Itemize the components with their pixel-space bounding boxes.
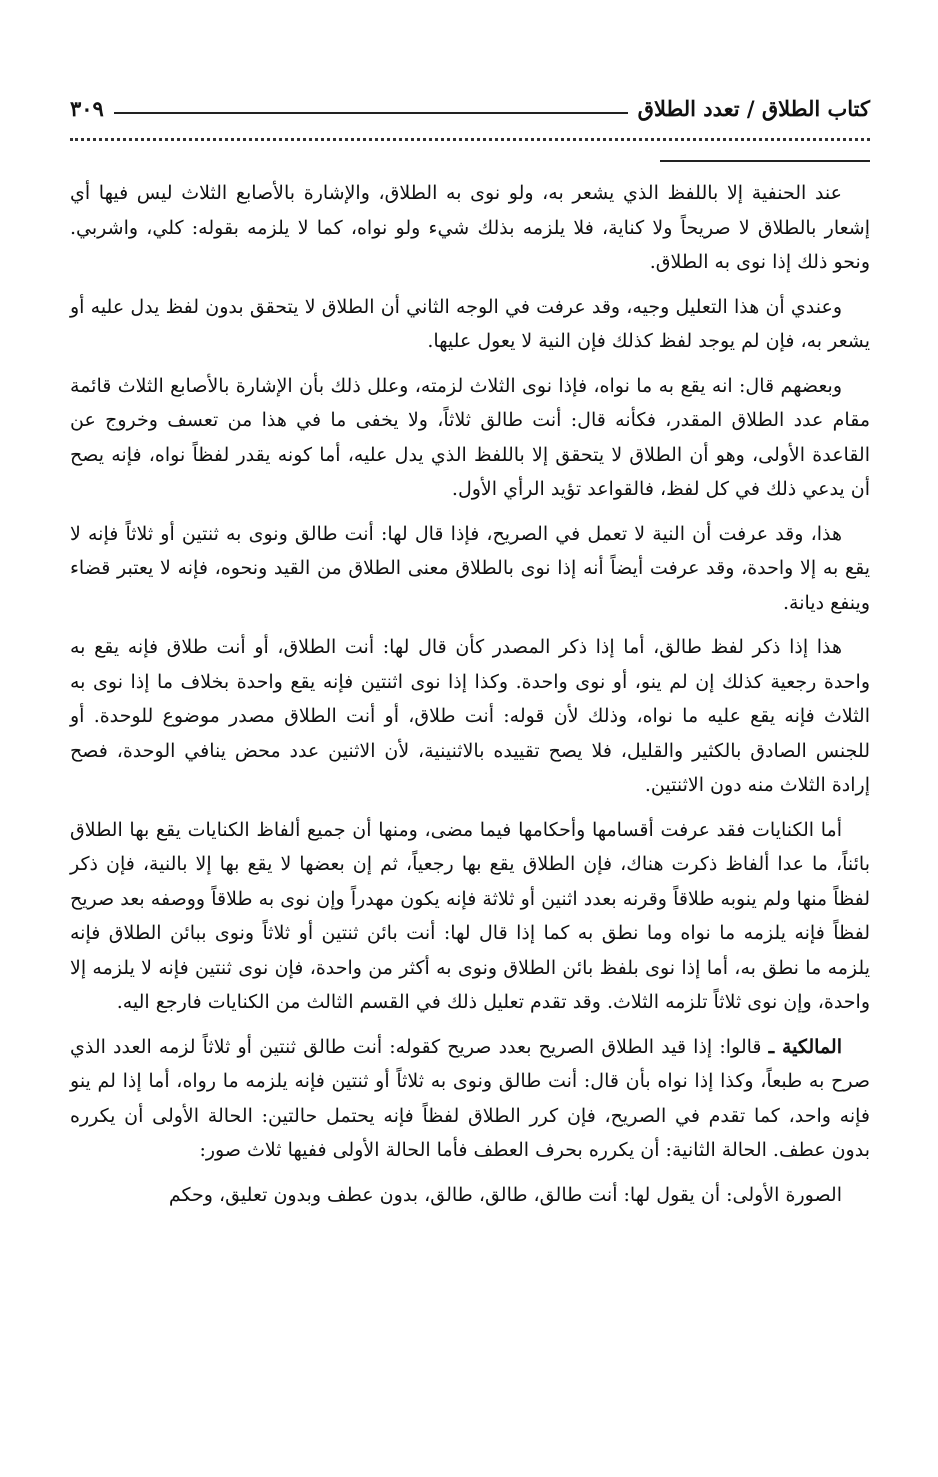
paragraph: أما الكنايات فقد عرفت أقسامها وأحكامها فيما مضى، ومنها أن جميع ألفاظ الكنايات يقع بها الطلاق بائناً، ما عدا ألفاظ ذكرت هناك، فإن الطلاق يقع بها رجعياً، ثم إن بعضها لا يقع بها إلا بالنية، فإن ذكر لفظاً منها ولم ينوبه طلاقاً وقرنه بعدد اثنين أو ثلاثة فإنه يكون مهدراً وإن نوى به طلاقاً ووصفه بعد صريح لفظاً فإنه يلزمه ما نواه وما نطق به كما إذا قال لها: أنت بائن ثنتين أو ثلاثاً ونوى ببائن الطلاق فإنه يلزمه ما نطق به، أما إذا نوى بلفظ بائن الطلاق ونوى به أكثر من واحدة، فإن نوى ثنتين فإنه لا يلزمه إلا واحدة، وإن نوى ثلاثاً تلزمه الثلاث. وقد تقدم تعليل ذلك في القسم الثالث من الكنايات فارجع اليه. <box>70 818 870 1013</box>
running-header <box>70 88 870 128</box>
paragraph: عند الحنفية إلا باللفظ الذي يشعر به، ولو نوى به الطلاق، والإشارة بالأصابع الثلاث ليس فيها أي إشعار بالطلاق لا صريحاً ولا كناية، فلا يلزمه بذلك شيء ولو نواه، كما لا يلزمه بقوله: كلي، واشربي. ونحو ذلك إذا نوى به الطلاق. <box>70 182 870 273</box>
header-title: كتاب الطلاق / تعدد الطلاق <box>637 95 870 121</box>
paragraph-text: قالوا: إذا قيد الطلاق الصريح بعدد صريح كقوله: أنت طالق ثنتين أو ثلاثاً لزمه العدد الذي صرح به طبعاً، وكذا إذا نواه بأن قال: أنت طالق ونوى به ثلاثاً أو ثنتين فإنه يلزمه ما رواه، أما إذا لم ينو فإنه واحد، كما تقدم في الصريح، فإن كرر الطلاق لفظاً فإنه يحتمل حالتين: الحالة الأولى أن يكرره بدون عطف. الحالة الثانية: أن يكرره بحرف العطف فأما الحالة الأولى ففيها ثلاث صور: <box>70 1035 870 1161</box>
paragraph: وعندي أن هذا التعليل وجيه، وقد عرفت في الوجه الثاني أن الطلاق لا يتحقق بدون لفظ يدل عليه أو يشعر به، فإن لم يوجد لفظ كذلك فإن النية لا يعول عليها. <box>70 295 870 352</box>
paragraph: هذا، وقد عرفت أن النية لا تعمل في الصريح، فإذا قال لها: أنت طالق ونوى به ثنتين أو ثلاثاً فإنه لا يقع به إلا واحدة، وقد عرفت أيضاً أنه إذا نوى بالطلاق معنى الطلاق من القيد ونحوه، فإنه لا يعتبر قضاء وينفع ديانة. <box>70 522 870 614</box>
page-number: ٣٠٩ <box>70 95 104 121</box>
school-heading: المالكية ـ <box>768 1035 842 1058</box>
paragraph <box>70 1030 870 1168</box>
paragraph: هذا إذا ذكر لفظ طالق، أما إذا ذكر المصدر كأن قال لها: أنت الطلاق، أو أنت طلاق فإنه يقع به واحدة رجعية كذلك إن لم ينو، أو نوى واحدة. وكذا إذا نوى اثنتين فإنه يقع واحدة بخلاف ما إذا نوى به الثلاث فإنه يقع عليه ما نواه، وذلك لأن قوله: أنت طلاق، أو أنت الطلاق مصدر موضوع للوحدة. أو للجنس الصادق بالكثير والقليل، فلا يصح تقييده بالاثنينية، لأن الاثنين عدد محض ينافي الوحدة، فصح إرادة الثلاث منه دون الاثنتين. <box>70 636 870 796</box>
continuation-rule <box>660 160 870 162</box>
paragraph: وبعضهم قال: انه يقع به ما نواه، فإذا نوى الثلاث لزمته، وعلل ذلك بأن الإشارة بالأصابع الثلاث قائمة مقام عدد الطلاق المقدر، فكأنه قال: أنت طالق ثلاثاً، ولا يخفى ما في هذا من تعسف وخروج عن القاعدة الأولى، وهو أن الطلاق لا يتحقق إلا باللفظ الذي يدل عليه، أما كونه يقدر لفظاً نواه، فإنه يصح أن يدعي ذلك في كل لفظ، فالقواعد تؤيد الرأي الأول. <box>70 374 870 500</box>
paragraph: الصورة الأولى: أن يقول لها: أنت طالق، طالق، طالق، بدون عطف وبدون تعليق، وحكم <box>168 1183 842 1206</box>
header-rule <box>114 112 628 114</box>
dotted-divider <box>70 138 870 151</box>
page-body <box>70 176 870 1212</box>
